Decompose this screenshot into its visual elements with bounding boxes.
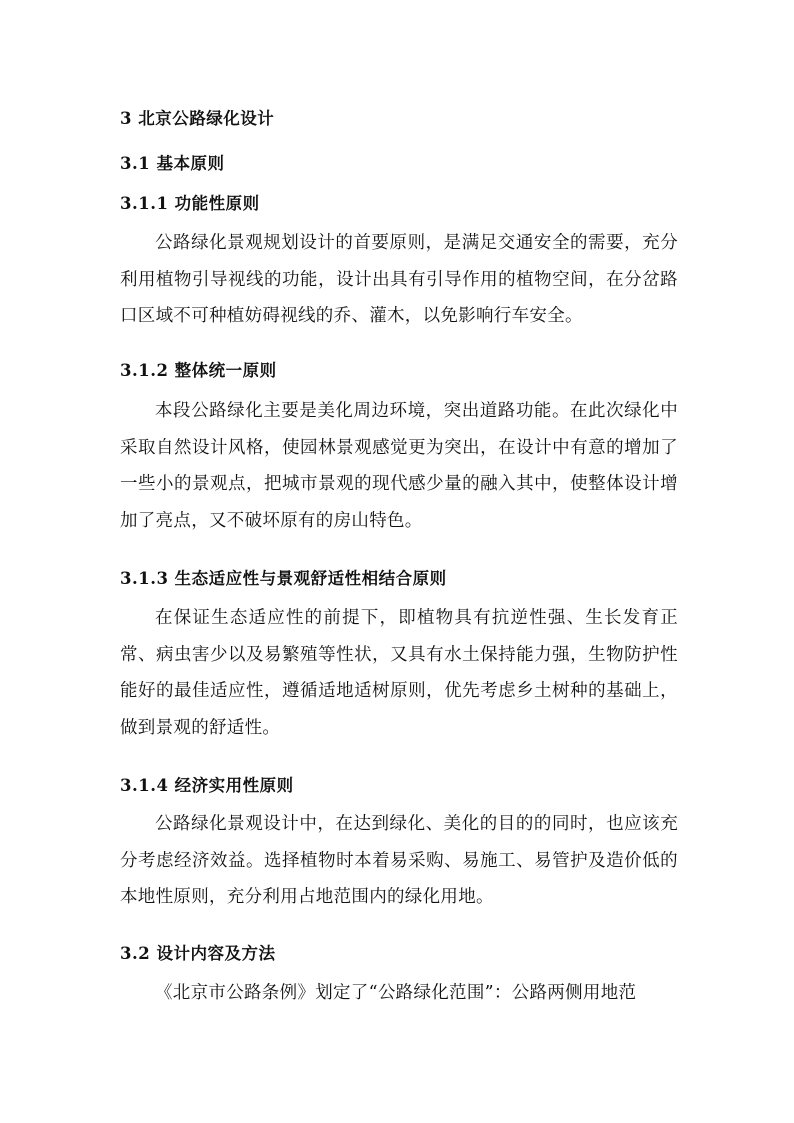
paragraph-unity-principle: 本段公路绿化主要是美化周边环境，突出道路功能。在此次绿化中采取自然设计风格，使园林景观感觉更为突出，在设计中有意的增加了一些小的景观点，把城市景观的现代感少量的融入其中，使整体设计增加了亮点，又不破坏原有的房山特色。 (120, 401, 678, 531)
heading-section-3-2: 3.2 设计内容及方法 (120, 944, 276, 963)
heading-section-3-1-2: 3.1.2 整体统一原则 (120, 361, 277, 380)
heading-section-3: 3 北京公路绿化设计 (120, 109, 275, 128)
paragraph-ecological-principle: 在保证生态适应性的前提下，即植物具有抗逆性强、生长发育正常、病虫害少以及易繁殖等性状，又具有水土保持能力强，生物防护性能好的最佳适应性，遵循适地适树原则，优先考虑乡土树种的基础上，做到景观的舒适性。 (120, 608, 678, 738)
heading-section-3-1-1: 3.1.1 功能性原则 (120, 194, 260, 213)
paragraph-economic-principle: 公路绿化景观设计中，在达到绿化、美化的目的的同时，也应该充分考虑经济效益。选择植物时本着易采购、易施工、易管护及造价低的本地性原则，充分利用占地范围内的绿化用地。 (120, 814, 678, 907)
paragraph-design-content: 《北京市公路条例》划定了“公路绿化范围”：公路两侧用地范 (155, 983, 637, 1003)
heading-section-3-1-3: 3.1.3 生态适应性与景观舒适性相结合原则 (120, 569, 447, 588)
heading-section-3-1-4: 3.1.4 经济实用性原则 (120, 776, 294, 795)
paragraph-functional-principle: 公路绿化景观规划设计的首要原则，是满足交通安全的需要，充分利用植物引导视线的功能，设计出具有引导作用的植物空间，在分岔路口区域不可种植妨碍视线的乔、灌木，以免影响行车安全。 (120, 233, 678, 326)
heading-section-3-1: 3.1 基本原则 (120, 154, 225, 173)
